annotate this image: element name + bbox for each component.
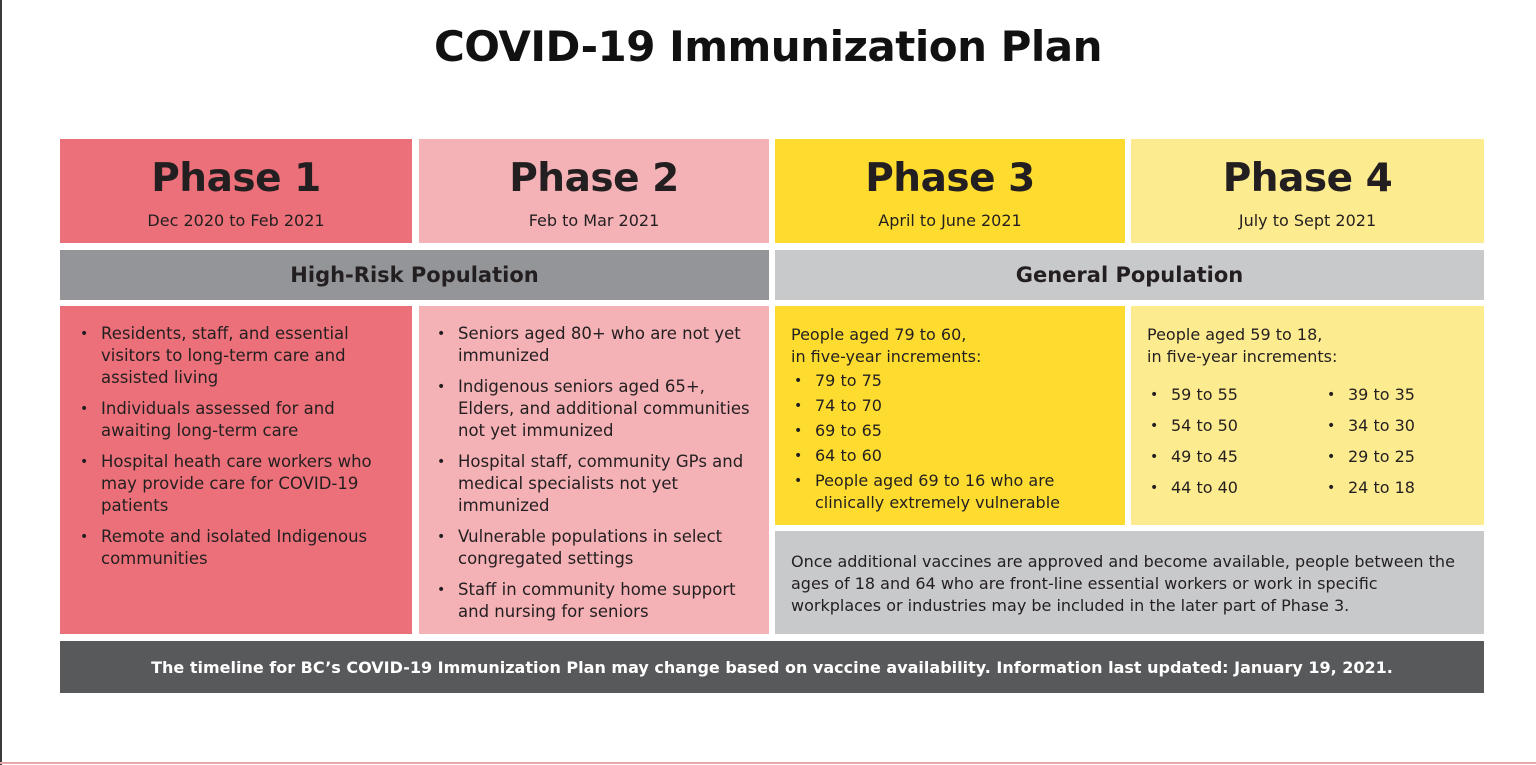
phase-1-dates: Dec 2020 to Feb 2021	[147, 211, 325, 230]
phase-3-intro-line-2: in five-year increments:	[791, 347, 982, 366]
phase-2-header	[419, 139, 769, 243]
age-range: • 24 to 18	[1324, 477, 1484, 499]
phase-1-body	[60, 306, 412, 634]
general-population-note: Once additional vaccines are approved and become available, people between the ages of 18 and 64 who are front-line essential workers or work in specific workplaces or industries may be included in the later part of Phase 3.	[775, 531, 1484, 634]
list-item: • People aged 69 to 16 who are clinically extremely vulnerable	[791, 470, 1109, 514]
list-item: • 64 to 60	[791, 445, 1109, 467]
phase-3-intro-line-1: People aged 79 to 60,	[791, 325, 967, 344]
phase-3-name: Phase 3	[865, 156, 1035, 201]
phase-4-header	[1131, 139, 1484, 243]
phase-4-body	[1131, 306, 1484, 525]
list-item: • Indigenous seniors aged 65+, Elders, and additional communities not yet immunized	[434, 376, 755, 442]
phase-2-dates: Feb to Mar 2021	[528, 211, 660, 230]
age-range: • 54 to 50	[1147, 415, 1324, 437]
list-item: • Vulnerable populations in select congregated settings	[434, 526, 755, 570]
page-title: COVID-19 Immunization Plan	[433, 22, 1103, 71]
list-item: • Hospital heath care workers who may provide care for COVID-19 patients	[77, 451, 396, 517]
footer-note: The timeline for BC’s COVID-19 Immunization Plan may change based on vaccine availability. Information last updated: January 19, 2021.	[60, 641, 1484, 693]
list-item: • Individuals assessed for and awaiting long-term care	[77, 398, 396, 442]
age-range: • 44 to 40	[1147, 477, 1324, 499]
phase-4-age-grid	[1147, 384, 1468, 499]
age-range: • 34 to 30	[1324, 415, 1484, 437]
phase-1-header	[60, 139, 412, 243]
list-item: • Residents, staff, and essential visitors to long-term care and assisted living	[77, 323, 396, 389]
list-item: • Seniors aged 80+ who are not yet immunized	[434, 323, 755, 367]
age-range: • 29 to 25	[1324, 446, 1484, 468]
age-range: • 39 to 35	[1324, 384, 1484, 406]
general-population-band: General Population	[775, 250, 1484, 300]
phase-3-dates: April to June 2021	[878, 211, 1022, 230]
age-range: • 49 to 45	[1147, 446, 1324, 468]
high-risk-band: High-Risk Population	[60, 250, 769, 300]
list-item: • 74 to 70	[791, 395, 1109, 417]
phase-4-name: Phase 4	[1222, 156, 1393, 201]
phase-4-dates: July to Sept 2021	[1238, 211, 1377, 230]
phase-4-intro-line-1: People aged 59 to 18,	[1147, 325, 1323, 344]
phase-4-intro-line-2: in five-year increments:	[1147, 347, 1338, 366]
phase-1-list	[77, 323, 396, 570]
list-item: • Hospital staff, community GPs and medical specialists not yet immunized	[434, 451, 755, 517]
phase-2-body	[419, 306, 769, 634]
left-border	[0, 0, 2, 765]
list-item: • 69 to 65	[791, 420, 1109, 442]
phase-2-name: Phase 2	[509, 156, 679, 201]
list-item: • Staff in community home support and nursing for seniors	[434, 579, 755, 623]
phase-3-header	[775, 139, 1125, 243]
phase-3-list	[791, 370, 1109, 514]
phase-1-name: Phase 1	[151, 156, 321, 201]
list-item: • Remote and isolated Indigenous communities	[77, 526, 396, 570]
phase-2-list	[434, 323, 755, 623]
age-range: • 59 to 55	[1147, 384, 1324, 406]
list-item: • 79 to 75	[791, 370, 1109, 392]
bottom-border	[0, 762, 1536, 764]
phase-3-body	[775, 306, 1125, 525]
